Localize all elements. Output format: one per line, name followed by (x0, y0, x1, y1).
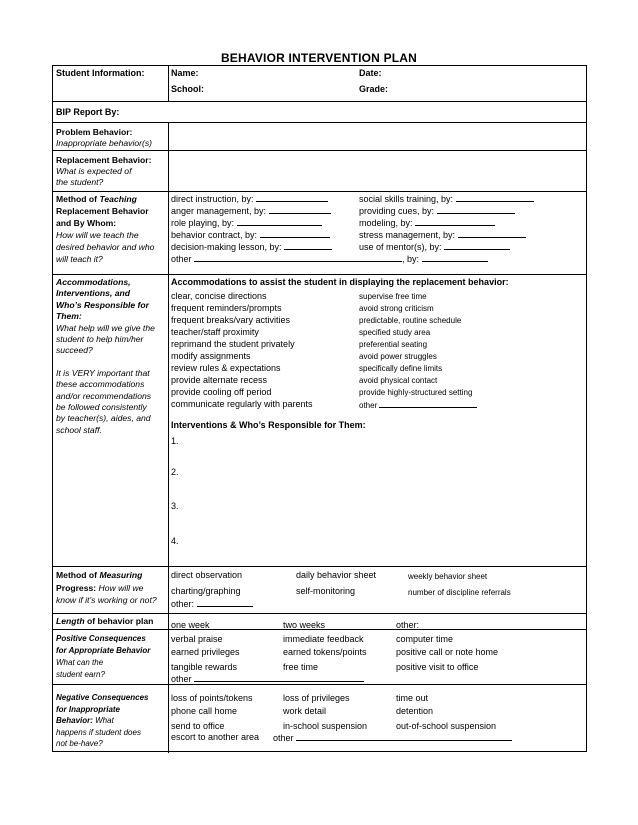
negative-option[interactable]: loss of points/tokens (171, 693, 253, 703)
replacement-behavior-label: Replacement Behavior: What is expected of the student? (56, 155, 152, 187)
accommodation-option[interactable]: specifically define limits (359, 364, 443, 373)
accommodation-option[interactable]: modify assignments (171, 351, 251, 361)
negative-option[interactable]: phone call home (171, 706, 238, 716)
positive-option[interactable]: verbal praise (171, 634, 223, 644)
teaching-option[interactable]: role playing, by: (171, 217, 322, 229)
positive-option-other[interactable]: other (171, 673, 364, 685)
accommodation-option[interactable]: teacher/staff proximity (171, 327, 259, 337)
accommodation-option-other[interactable]: other (359, 399, 477, 411)
teaching-option[interactable]: behavior contract, by: (171, 229, 330, 241)
measuring-option[interactable]: daily behavior sheet (296, 570, 377, 580)
accommodations-label: Accommodations, Interventions, and Who’s Responsible for Them: What help will we give the student to help him/her succeed? It is VERY important that these accommodations and/or recommendations be followed consistently by teacher(s), aides, and school staff. (56, 277, 155, 435)
length-option[interactable]: other: (396, 620, 420, 630)
negative-option[interactable]: out-of-school suspension (396, 721, 497, 731)
teaching-option[interactable]: social skills training, by: (359, 193, 534, 205)
date-field[interactable]: Date: (359, 68, 382, 78)
accommodation-option[interactable]: reprimand the student privately (171, 339, 295, 349)
teaching-option[interactable]: stress management, by: (359, 229, 526, 241)
replacement-behavior-field[interactable] (171, 155, 583, 187)
divider (53, 566, 586, 567)
negative-option-other[interactable]: other (273, 732, 512, 744)
teaching-option[interactable]: anger management, by: (171, 205, 331, 217)
accommodation-option[interactable]: supervise free time (359, 292, 427, 301)
accommodation-option[interactable]: avoid strong criticism (359, 304, 434, 313)
bip-form (52, 65, 587, 752)
measuring-option-other[interactable]: other: (171, 598, 253, 610)
teaching-option-other[interactable]: other , by: (171, 253, 488, 265)
accommodation-option[interactable]: predictable, routine schedule (359, 316, 462, 325)
negative-option[interactable]: send to office (171, 721, 225, 731)
accommodation-option[interactable]: provide highly-structured setting (359, 388, 473, 397)
teaching-option[interactable]: modeling, by: (359, 217, 495, 229)
measuring-option[interactable]: charting/graphing (171, 586, 241, 596)
negative-option[interactable]: escort to another area (171, 732, 260, 742)
measuring-label: Method of Measuring Progress: How will we know if it’s working or not? (56, 570, 157, 605)
length-option[interactable]: one week (171, 620, 210, 630)
positive-option[interactable]: positive visit to office (396, 662, 479, 672)
name-field[interactable]: Name: (171, 68, 199, 78)
accommodation-option[interactable]: avoid power struggles (359, 352, 437, 361)
accommodation-option[interactable]: clear, concise directions (171, 291, 267, 301)
grade-field[interactable]: Grade: (359, 84, 389, 94)
accommodation-option[interactable]: communicate regularly with parents (171, 399, 313, 409)
positive-option[interactable]: tangible rewards (171, 662, 238, 672)
problem-behavior-field[interactable] (171, 127, 583, 147)
column-divider (168, 122, 169, 753)
positive-option[interactable]: earned tokens/points (283, 647, 367, 657)
accommodation-option[interactable]: frequent breaks/vary activities (171, 315, 291, 325)
teaching-option[interactable]: decision-making lesson, by: (171, 241, 332, 253)
intervention-number: 1. (171, 436, 179, 446)
divider (53, 101, 586, 102)
positive-option[interactable]: positive call or note home (396, 647, 499, 657)
accommodation-option[interactable]: specified study area (359, 328, 431, 337)
accommodation-option[interactable]: avoid physical contact (359, 376, 438, 385)
intervention-number: 3. (171, 501, 179, 511)
interventions-heading: Interventions & Who’s Responsible for Them: (171, 420, 366, 430)
bip-report-label: BIP Report By: (56, 107, 120, 117)
negative-option[interactable]: work detail (283, 706, 327, 716)
intervention-number: 4. (171, 536, 179, 546)
accommodation-option[interactable]: frequent reminders/prompts (171, 303, 282, 313)
positive-option[interactable]: computer time (396, 634, 454, 644)
negative-option[interactable]: loss of privileges (283, 693, 350, 703)
length-option[interactable]: two weeks (283, 620, 326, 630)
measuring-option[interactable]: number of discipline referrals (408, 588, 511, 597)
positive-option[interactable]: earned privileges (171, 647, 240, 657)
teaching-option[interactable]: direct instruction, by: (171, 193, 328, 205)
page-title: BEHAVIOR INTERVENTION PLAN (220, 51, 418, 65)
accommodation-option[interactable]: provide alternate recess (171, 375, 268, 385)
negative-option[interactable]: in-school suspension (283, 721, 368, 731)
divider (53, 150, 586, 151)
school-field[interactable]: School: (171, 84, 204, 94)
problem-behavior-label: Problem Behavior: Inappropriate behavior(s) (56, 127, 153, 148)
divider (53, 191, 586, 192)
teaching-option[interactable]: use of mentor(s), by: (359, 241, 510, 253)
measuring-option[interactable]: direct observation (171, 570, 243, 580)
negative-option[interactable]: time out (396, 693, 429, 703)
accommodation-option[interactable]: preferential seating (359, 340, 428, 349)
positive-option[interactable]: free time (283, 662, 319, 672)
method-teaching-label: Method of Teaching Replacement Behavior and By Whom: How will we teach the desired behavior and who will teach it? (56, 194, 155, 264)
negative-consequences-label: Negative Consequences for Inappropriate Behavior: What happens if student does not be-have? (56, 693, 149, 748)
divider (53, 613, 586, 614)
accommodation-option[interactable]: review rules & expectations (171, 363, 281, 373)
student-info-label: Student Information: (56, 68, 145, 78)
measuring-option[interactable]: weekly behavior sheet (408, 572, 488, 581)
measuring-option[interactable]: self-monitoring (296, 586, 356, 596)
positive-option[interactable]: immediate feedback (283, 634, 364, 644)
divider (53, 122, 586, 123)
accommodations-heading: Accommodations to assist the student in displaying the replacement behavior: (171, 277, 509, 287)
accommodation-option[interactable]: provide cooling off period (171, 387, 272, 397)
positive-consequences-label: Positive Consequences for Appropriate Behavior What can the student earn? (56, 634, 151, 679)
length-label: Length of behavior plan (56, 616, 154, 626)
negative-option[interactable]: detention (396, 706, 434, 716)
divider (53, 274, 586, 275)
intervention-number: 2. (171, 467, 179, 477)
teaching-option[interactable]: providing cues, by: (359, 205, 515, 217)
column-divider (168, 66, 169, 101)
